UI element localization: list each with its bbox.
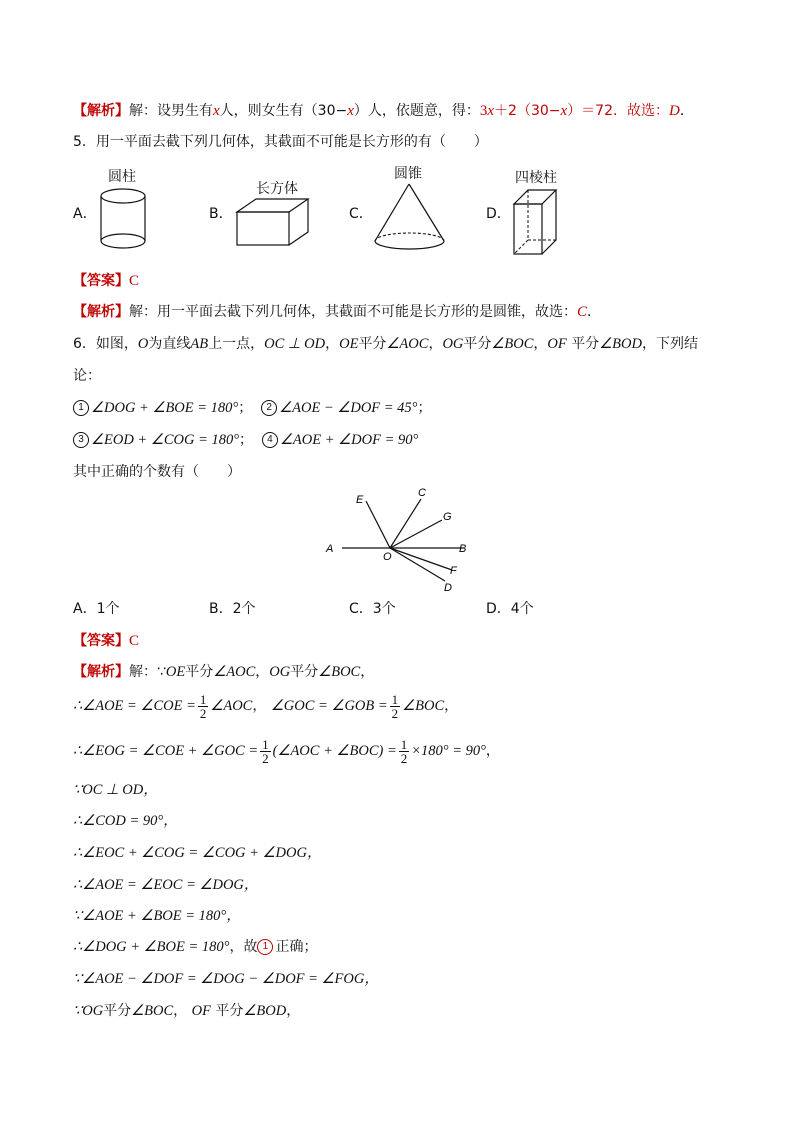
- conclusion-2: ∠AOE − ∠DOF = 45°: [279, 400, 418, 416]
- analysis-text: 正确；: [275, 939, 318, 955]
- math: OG: [269, 664, 291, 680]
- math: ×180° = 90°: [411, 743, 486, 759]
- analysis-tag: 【解析】: [73, 664, 129, 680]
- option-letter: A．: [73, 601, 97, 617]
- math: (∠AOC + ∠BOC) =: [272, 743, 397, 759]
- q6-option-c: [349, 599, 396, 619]
- eq: ＋2（30−: [494, 103, 561, 119]
- q6-stem: [73, 334, 698, 354]
- q6-analysis-1: [73, 662, 374, 682]
- math: OC ⊥ OD: [264, 336, 326, 352]
- q5-option-c-name: 圆锥: [394, 166, 422, 182]
- stem-text: 6．如图，: [73, 336, 138, 352]
- analysis-text: 平分: [215, 1003, 244, 1019]
- answer-tag: 【答案】: [73, 273, 129, 289]
- math: OE: [165, 664, 186, 680]
- punct: ，: [444, 698, 459, 714]
- math: ∠BOD: [599, 336, 642, 352]
- stem-text: 平分: [358, 336, 387, 352]
- analysis-tag: 【解析】: [73, 103, 129, 119]
- math: ∠GOC = ∠GOB =: [270, 698, 388, 714]
- q6-option-b: [209, 599, 256, 619]
- var: x: [347, 103, 354, 119]
- var: x: [560, 103, 568, 119]
- option-text: 2个: [232, 601, 256, 617]
- q5-stem: 5．用一平面去截下列几何体，其截面不可能是长方形的有（ ）: [73, 134, 488, 150]
- option-letter: C．: [349, 601, 373, 617]
- q5-option-b-letter: B．: [209, 206, 233, 222]
- var: x: [487, 103, 495, 119]
- punct: ；: [417, 400, 432, 416]
- math: ∴∠DOG + ∠BOE = 180°: [73, 939, 230, 955]
- math: ∠BOD: [243, 1003, 287, 1019]
- math: ∴∠EOG = ∠COE + ∠GOC =: [73, 743, 259, 759]
- option-letter: D．: [486, 601, 511, 617]
- math: ∠AOC: [213, 664, 256, 680]
- q6-analysis-11: [73, 1001, 300, 1021]
- label-b: B: [459, 543, 467, 555]
- punct: ，: [255, 664, 270, 680]
- q6-conclusions-1-2: [73, 398, 431, 418]
- math: ∠AOC: [210, 698, 253, 714]
- prev-analysis-line: [73, 101, 694, 121]
- stem-text: 上一点，: [208, 336, 265, 352]
- stem-text: 为直线: [148, 336, 191, 352]
- q6-analysis-9: [73, 937, 317, 957]
- math: AB: [190, 336, 209, 352]
- math: ∠BOC: [491, 336, 534, 352]
- math: ∴∠AOE = ∠COE =: [73, 698, 196, 714]
- math: ∠BOC: [402, 698, 445, 714]
- option-text: 1个: [96, 601, 120, 617]
- q6-question: 其中正确的个数有（ ）: [73, 464, 241, 480]
- analysis-text: ）人，依题意，得：: [353, 103, 480, 119]
- label-g: G: [443, 511, 452, 523]
- prism-figure: [510, 186, 562, 258]
- q6-analysis-4: ∵OC ⊥ OD，: [73, 782, 158, 798]
- punct: ．: [679, 103, 694, 119]
- circled-number: 4: [262, 432, 278, 448]
- math: OF: [547, 336, 567, 352]
- q6-conclusions-3-4: [73, 430, 418, 450]
- q6-analysis-8: ∵∠AOE + ∠BOE = 180°，: [73, 908, 241, 924]
- math: ∠AOC: [386, 336, 429, 352]
- circled-number: 1: [257, 939, 273, 955]
- stem-text: 平分: [463, 336, 492, 352]
- label-a: A: [326, 543, 334, 555]
- q5-analysis: [73, 302, 601, 322]
- punct: ，: [286, 1003, 301, 1019]
- option-letter: B．: [209, 601, 233, 617]
- q5-option-b-name: 长方体: [256, 181, 298, 197]
- analysis-text: 平分: [185, 664, 214, 680]
- analysis-text: 平分: [290, 664, 319, 680]
- q5-option-d-name: 四棱柱: [515, 170, 557, 186]
- q5-option-c-letter: C．: [349, 206, 373, 222]
- q6-analysis-10: ∵∠AOE − ∠DOF = ∠DOG − ∠DOF = ∠FOG，: [73, 971, 379, 987]
- var: x: [213, 103, 220, 119]
- angle-figure: [320, 484, 480, 596]
- eq: ）＝72．故选：: [567, 103, 670, 119]
- label-f: F: [450, 565, 457, 577]
- q6-analysis-3: [73, 736, 500, 766]
- option-text: 4个: [510, 601, 534, 617]
- q6-analysis-2: [73, 691, 458, 721]
- q6-option-a: [73, 599, 120, 619]
- cone-figure: [371, 181, 451, 253]
- ray-oc: [390, 499, 421, 548]
- punct: ，: [360, 664, 375, 680]
- label-d: D: [444, 582, 452, 594]
- choice: D: [669, 103, 680, 119]
- q5-option-a-letter: A．: [73, 206, 97, 222]
- label-c: C: [418, 487, 426, 499]
- math: ∵OG: [73, 1003, 104, 1019]
- circled-number: 1: [73, 400, 89, 416]
- conclusion-3: ∠EOD + ∠COG = 180°: [91, 432, 240, 448]
- analysis-text: 解：用一平面去截下列几何体，其截面不可能是长方形的是圆锥，故选：: [129, 304, 577, 320]
- q5-answer: [73, 271, 139, 291]
- ray-og: [390, 520, 442, 548]
- math: OF: [191, 1003, 211, 1019]
- circled-number: 3: [73, 432, 89, 448]
- answer-value: C: [129, 633, 140, 649]
- q5-option-a-name: 圆柱: [108, 169, 136, 185]
- punct: ，: [173, 1003, 188, 1019]
- punct: ，: [533, 336, 548, 352]
- choice: C: [577, 304, 588, 320]
- analysis-text: 平分: [103, 1003, 132, 1019]
- stem-text: ，下列结: [642, 336, 698, 352]
- fraction-half: $\frac{1}{2}$: [391, 691, 399, 721]
- circled-number: 2: [261, 400, 277, 416]
- answer-tag: 【答案】: [73, 633, 129, 649]
- analysis-tag: 【解析】: [73, 304, 129, 320]
- punct: ；: [238, 400, 253, 416]
- fraction-half: $\frac{1}{2}$: [199, 691, 207, 721]
- fraction-half: $\frac{1}{2}$: [262, 736, 269, 766]
- option-text: 3个: [372, 601, 396, 617]
- q6-answer: [73, 631, 139, 651]
- conclusion-1: ∠DOG + ∠BOE = 180°: [91, 400, 239, 416]
- answer-value: C: [129, 273, 140, 289]
- q5-option-d-letter: D．: [486, 206, 511, 222]
- q6-option-d: [486, 599, 534, 619]
- punct: ．: [587, 304, 602, 320]
- ray-oe: [366, 501, 390, 548]
- math: OG: [442, 336, 464, 352]
- analysis-text: 解：设男生有: [129, 103, 213, 119]
- punct: ；: [239, 432, 254, 448]
- cylinder-figure: [96, 186, 152, 252]
- eq: 3: [479, 103, 488, 119]
- punct: ，: [252, 698, 267, 714]
- label-o: O: [383, 551, 392, 563]
- math: ∠BOC: [131, 1003, 174, 1019]
- math: OE: [339, 336, 359, 352]
- math: O: [137, 336, 149, 352]
- analysis-text: ，故: [229, 939, 258, 955]
- punct: ，: [325, 336, 340, 352]
- q6-analysis-7: ∴∠AOE = ∠EOC = ∠DOG，: [73, 877, 259, 893]
- punct: ，: [428, 336, 443, 352]
- stem-text: 平分: [571, 336, 600, 352]
- label-e: E: [356, 494, 364, 506]
- conclusion-4: ∠AOE + ∠DOF = 90°: [279, 432, 419, 448]
- q6-analysis-5: ∴∠COD = 90°，: [73, 813, 178, 829]
- q6-analysis-6: ∴∠EOC + ∠COG = ∠COG + ∠DOG，: [73, 845, 322, 861]
- punct: ，: [485, 743, 500, 759]
- cuboid-figure: [234, 196, 314, 252]
- q6-stem-cont: 论：: [73, 368, 101, 384]
- fraction-half: $\frac{1}{2}$: [400, 736, 408, 766]
- analysis-text: 解：∵: [129, 664, 166, 680]
- analysis-text: 人，则女生有（30−: [219, 103, 348, 119]
- math: ∠BOC: [318, 664, 361, 680]
